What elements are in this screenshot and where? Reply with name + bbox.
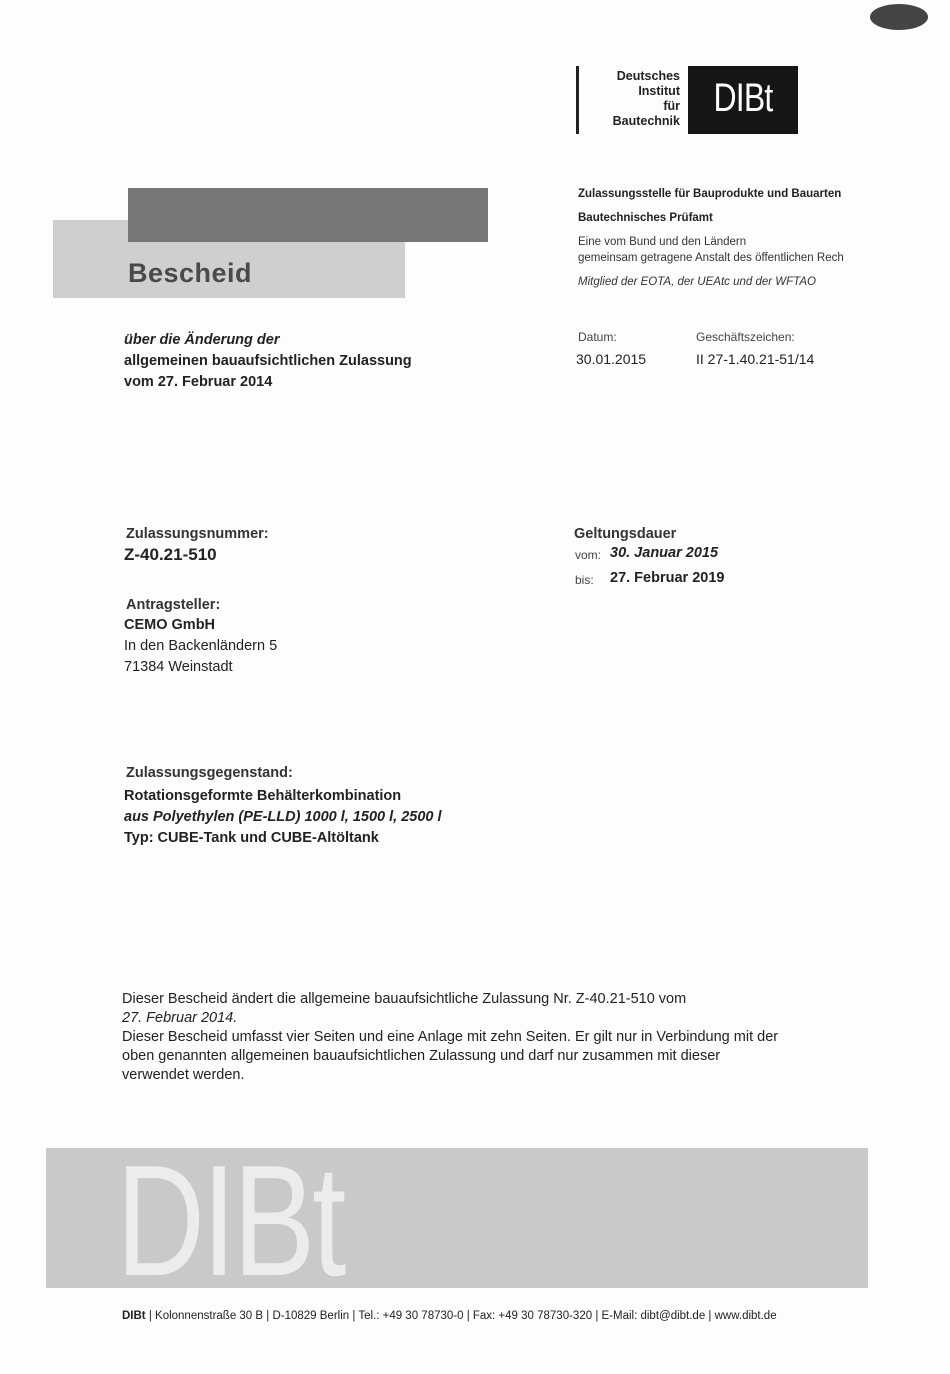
subtitle-line-3: vom 27. Februar 2014: [124, 374, 273, 390]
logo-line-2: Institut: [638, 84, 680, 98]
corner-mark: [870, 4, 928, 30]
header-info-line-3: Eine vom Bund und den Ländern: [578, 236, 747, 248]
date-value: 30.01.2015: [576, 351, 647, 367]
logo-line-4: Bautechnik: [612, 114, 680, 128]
footer-watermark: DIBt: [116, 1148, 344, 1288]
body-line-5: verwendet werden.: [122, 1067, 245, 1083]
footer-address: | Kolonnenstraße 30 B | D-10829 Berlin | Tel.: +49 30 78730-0 | Fax: +49 30 78730-320 | E-Mail: dibt@dibt.de | www.dibt.de: [145, 1310, 777, 1322]
body-paragraph: [122, 990, 862, 1085]
subtitle-line-2: allgemeinen bauaufsichtlichen Zulassung: [124, 353, 412, 369]
footer-band: [46, 1148, 868, 1288]
approval-number-value: Z-40.21-510: [124, 545, 217, 564]
body-line-1: Dieser Bescheid ändert die allgemeine bauaufsichtliche Zulassung Nr. Z-40.21-510 vom: [122, 991, 687, 1007]
header-info-line-2: Bautechnisches Prüfamt: [578, 212, 713, 224]
reference-label: Geschäftszeichen:: [696, 330, 795, 344]
logo-divider: [576, 66, 579, 134]
logo-line-1: Deutsches: [616, 69, 680, 83]
subject-line-3: Typ: CUBE-Tank und CUBE-Altöltank: [124, 830, 379, 846]
validity-to-label: bis:: [575, 573, 594, 587]
validity-label: Geltungsdauer: [574, 526, 677, 542]
applicant-name: CEMO GmbH: [124, 617, 216, 633]
logo-wordmark: [596, 69, 680, 129]
body-line-3: Dieser Bescheid umfasst vier Seiten und eine Anlage mit zehn Seiten. Er gilt nur in Verbindung mit der: [122, 1029, 779, 1045]
logo-line-3: für: [663, 99, 680, 113]
body-line-4: oben genannten allgemeinen bauaufsichtlichen Zulassung und darf nur zusammen mit dieser: [122, 1048, 721, 1064]
title-background-dark: [128, 188, 488, 242]
document-title: Bescheid: [128, 258, 253, 288]
header-info-line-5: Mitglied der EOTA, der UEAtc und der WFTAO: [578, 276, 816, 288]
subtitle: [124, 330, 412, 393]
subject-line-2: aus Polyethylen (PE-LLD) 1000 l, 1500 l, 2500 l: [124, 809, 442, 825]
body-line-2: 27. Februar 2014.: [122, 1010, 238, 1026]
approval-number-label: Zulassungsnummer:: [126, 526, 269, 542]
subject-line-1: Rotationsgeformte Behälterkombination: [124, 788, 402, 804]
logo-mark: DIBt: [713, 76, 773, 120]
footer-org: DIBt: [122, 1310, 146, 1322]
applicant-label: Antragsteller:: [126, 597, 221, 613]
applicant-city: 71384 Weinstadt: [124, 659, 233, 675]
header-info-line-4: gemeinsam getragene Anstalt des öffentlichen Rech: [578, 252, 844, 264]
header-info-line-1: Zulassungsstelle für Bauprodukte und Bauarten: [578, 188, 842, 200]
subject-block: [124, 786, 442, 849]
date-label: Datum:: [578, 330, 617, 344]
footer-contact: [122, 1310, 777, 1322]
dibt-logo: [688, 66, 798, 134]
applicant-street: In den Backenländern 5: [124, 638, 278, 654]
subtitle-line-1: über die Änderung der: [124, 332, 280, 348]
validity-from-value: 30. Januar 2015: [610, 545, 719, 561]
subject-label: Zulassungsgegenstand:: [126, 765, 293, 781]
validity-from-label: vom:: [575, 548, 602, 562]
reference-value: II 27-1.40.21-51/14: [696, 351, 815, 367]
validity-to-value: 27. Februar 2019: [610, 570, 725, 586]
